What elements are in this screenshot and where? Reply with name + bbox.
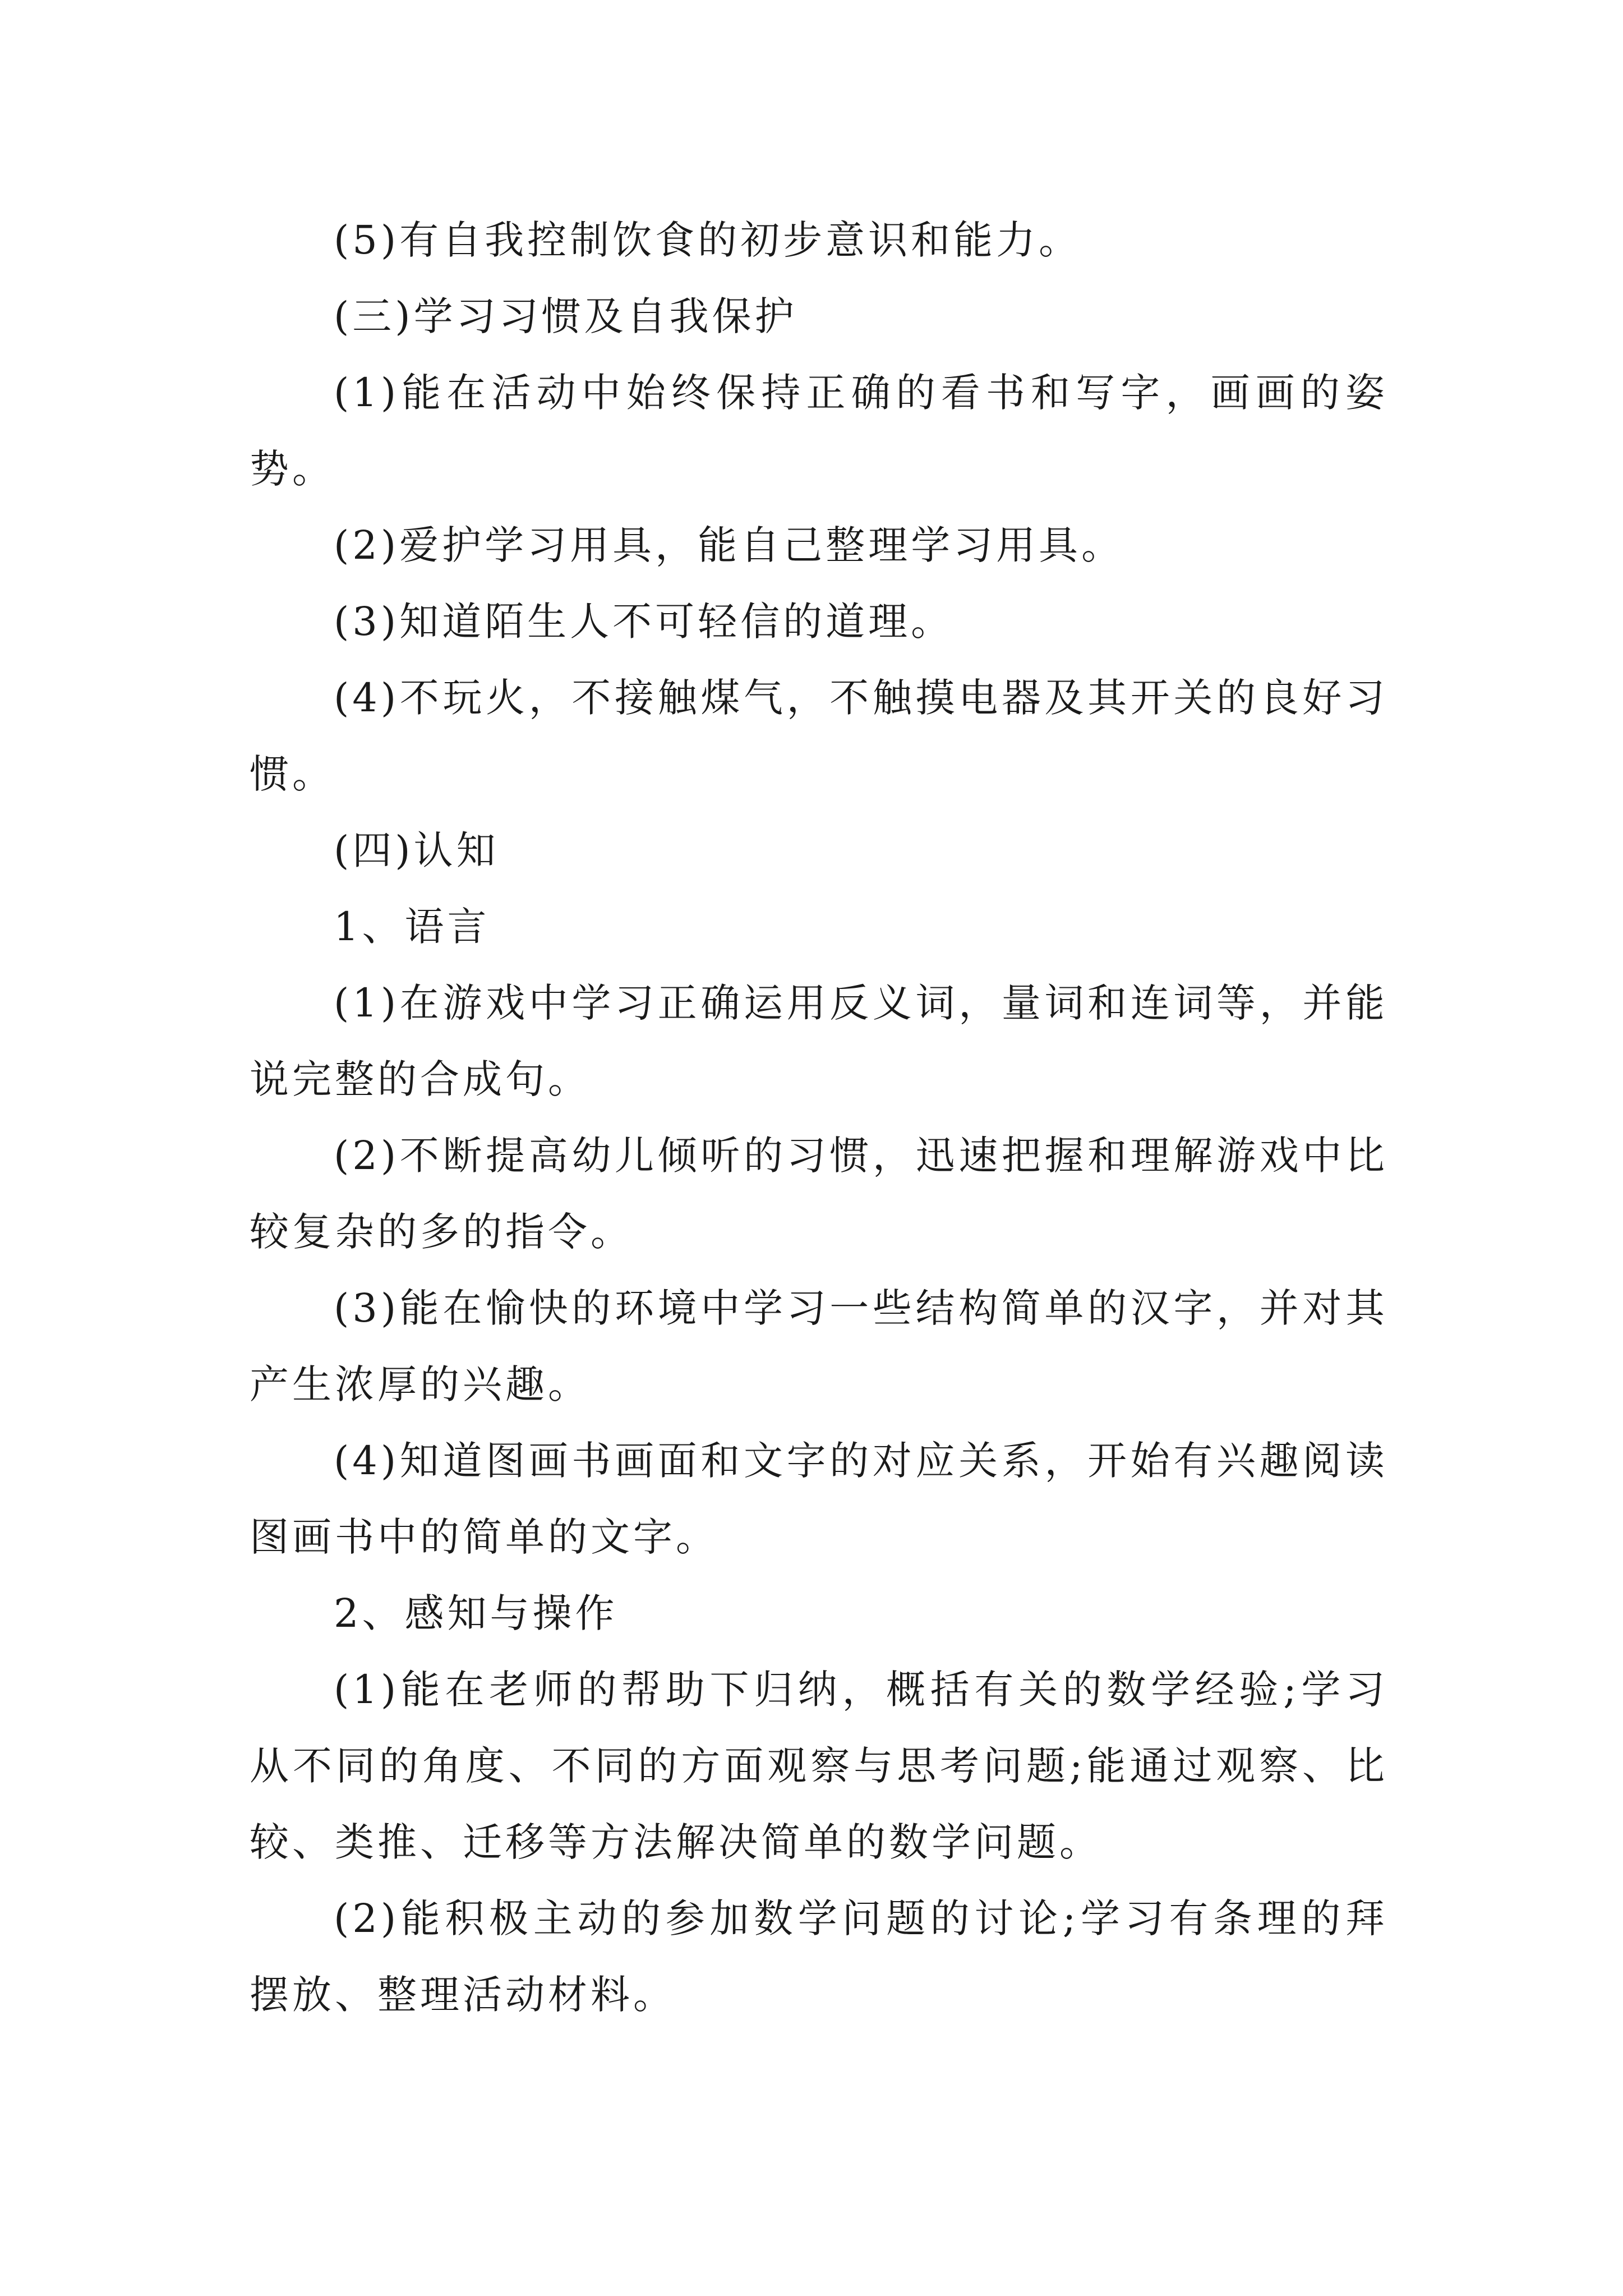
paragraph-strangers: (3)知道陌生人不可轻信的道理。	[334, 599, 954, 645]
paragraph-diet-control: (5)有自我控制饮食的初步意识和能力。	[334, 217, 1082, 263]
paragraph-math-experience: (1)能在老师的帮助下归纳，概括有关的数学经验;学习从不同的角度、不同的方面观察与思考问题;能通过观察、比较、类推、迁移等方法解决简单的数学问题。	[250, 1667, 1388, 1865]
paragraph-math-discussion: (2)能积极主动的参加数学问题的讨论;学习有条理的拜摆放、整理活动材料。	[250, 1895, 1388, 2018]
section-heading-cognition: (四)认知	[334, 827, 499, 873]
paragraph-posture: (1)能在活动中始终保持正确的看书和写字，画画的姿势。	[250, 370, 1388, 492]
paragraph-listening: (2)不断提高幼儿倾听的习惯，迅速把握和理解游戏中比较复杂的多的指令。	[250, 1133, 1388, 1255]
paragraph-study-tools: (2)爱护学习用具，能自己整理学习用具。	[334, 522, 1124, 568]
paragraph-picture-books: (4)知道图画书画面和文字的对应关系，开始有兴趣阅读图画书中的简单的文字。	[250, 1438, 1388, 1560]
subheading-language: 1、语言	[334, 904, 490, 950]
paragraph-safety: (4)不玩火，不接触煤气，不触摸电器及其开关的良好习惯。	[250, 675, 1388, 797]
paragraph-characters: (3)能在愉快的环境中学习一些结构简单的汉字，并对其产生浓厚的兴趣。	[250, 1285, 1388, 1407]
paragraph-vocabulary: (1)在游戏中学习正确运用反义词，量词和连词等，并能说完整的合成句。	[250, 980, 1388, 1102]
section-heading-study-habits: (三)学习习惯及自我保护	[334, 293, 797, 339]
document-body	[250, 202, 1388, 2033]
subheading-perception: 2、感知与操作	[334, 1590, 618, 1636]
